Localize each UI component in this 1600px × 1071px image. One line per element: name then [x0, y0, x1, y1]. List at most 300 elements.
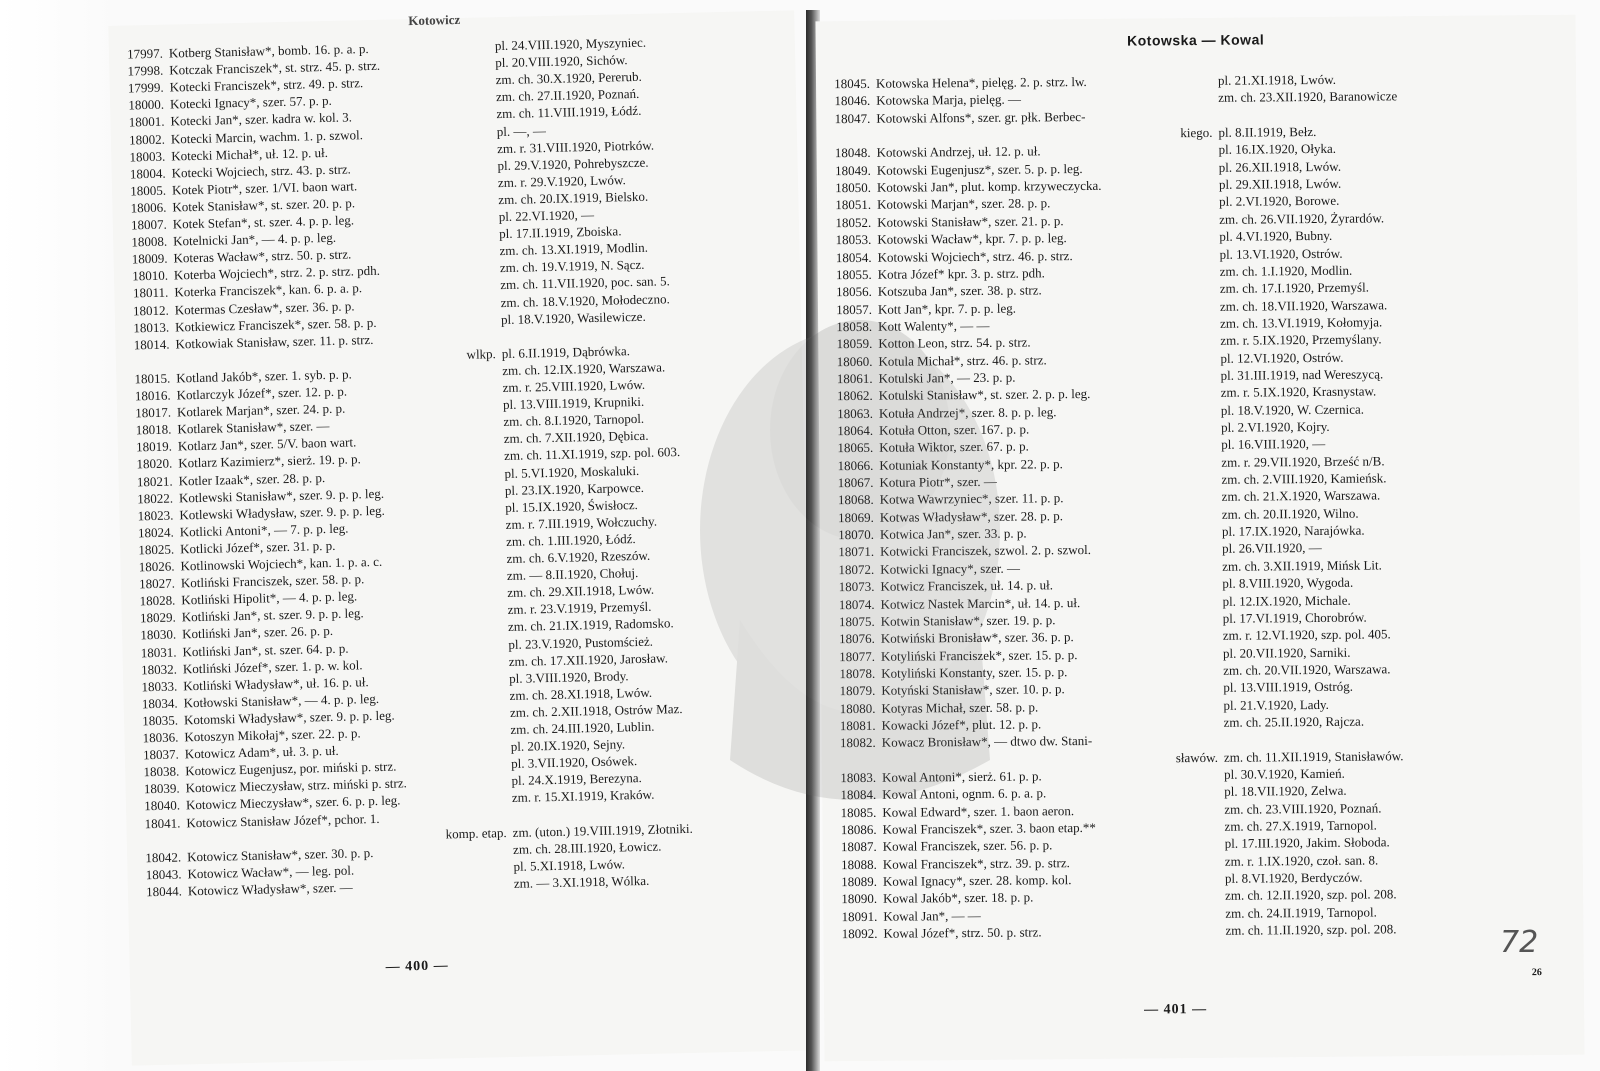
- entry-name: Kotulski Jan*, — 23. p. p.: [878, 369, 1016, 386]
- entry-number: 18092.: [841, 925, 878, 942]
- entry-name: Kotlicki Józef*, szer. 31. p. p.: [180, 537, 336, 557]
- entry-number: 18022.: [137, 490, 174, 506]
- entry-name: Kotek Stanisław*, st. szer. 20. p. p.: [172, 195, 356, 215]
- entry-event: pl. 18.V.1920, W. Czernica.: [1220, 401, 1365, 418]
- entry-event: zm. ch. 17.XII.1920, Jarosław.: [508, 649, 669, 669]
- entry-name: Kotwa Wawrzyniec*, szer. 11. p. p.: [879, 490, 1064, 508]
- entry-name: Kotowicz Stanisław*, szer. 30. p. p.: [186, 844, 374, 865]
- entry-number: 18011.: [132, 285, 169, 301]
- entry-name: Kotberg Stanisław*, bomb. 16. p. a. p.: [168, 41, 369, 61]
- entry-event: pl. 20.IX.1920, Sejny.: [510, 736, 626, 755]
- entry-event: zm. ch. 13.XI.1919, Modlin.: [499, 239, 649, 259]
- entry-number: 18090.: [841, 891, 878, 907]
- entry-event: zm. ch. 24.II.1919, Tarnopol.: [1225, 904, 1377, 921]
- entry-event: pl. 17.VI.1919, Chorobrów.: [1222, 609, 1367, 626]
- entry-number: 18054.: [835, 249, 872, 265]
- entry-event: pl. 3.VII.1920, Osówek.: [510, 753, 638, 772]
- right-page-header: Kotowska — Kowal: [1127, 31, 1265, 49]
- left-page-header: Kotowicz: [408, 11, 461, 29]
- entry-name: Kowacki Józef*, plut. 12. p. p.: [881, 716, 1042, 733]
- entry-number: 18031.: [140, 644, 177, 660]
- entry-event: zm. — 8.II.1920, Chołuj.: [506, 565, 639, 584]
- entry-event: pl. 17.II.1919, Zboiska.: [498, 223, 622, 242]
- entry-number: 18075.: [838, 613, 875, 629]
- entry-event: zm. ch. 13.VI.1919, Kołomyja.: [1220, 314, 1383, 331]
- entry-name: Kotlarczyk Józef*, szer. 12. p. p.: [176, 383, 348, 403]
- entry-event: pl. 26.XII.1918, Lwów.: [1218, 158, 1342, 175]
- entry-number: 18032.: [140, 661, 178, 677]
- entry-name: Kotuła Andrzej*, szer. 8. p. p. leg.: [878, 403, 1057, 421]
- entry-event: pl. 23.IX.1920, Karpowce.: [504, 479, 645, 498]
- entry-name: Kotecki Jan*, szer. kadra w. kol. 3.: [170, 109, 353, 129]
- entry-number: 18071.: [838, 544, 875, 560]
- entry-name: Kotliński Józef*, szer. 1. p. w. kol.: [182, 656, 363, 676]
- entry-number: 18051.: [835, 197, 872, 213]
- entry-event: zm. ch. 12.IX.1920, Warszawa.: [502, 359, 666, 378]
- entry-event: pl. 2.VI.1920, Borowe.: [1219, 193, 1340, 210]
- entry-event: pl. 26.VII.1920, —: [1222, 540, 1322, 557]
- entry-event: zm. ch. 21.IX.1919, Radomsko.: [507, 615, 674, 635]
- entry-name: Kotulski Stanisław*, st. szer. 2. p. p. leg.: [878, 386, 1091, 404]
- entry-event: zm. ch. 26.VII.1920, Żyrardów.: [1219, 210, 1385, 227]
- entry-number: 18082.: [839, 735, 876, 751]
- entry-event: zm. ch. 27.X.1919, Tarnopol.: [1224, 817, 1377, 834]
- entry-number: 18062.: [836, 388, 873, 404]
- entry-number: 18073.: [838, 578, 875, 595]
- entry-name: Kotecki Franciszek*, strz. 49. p. strz.: [169, 75, 364, 95]
- entry-name: Kotoszyn Mikołaj*, szer. 22. p. p.: [184, 725, 361, 745]
- entry-name: Kott Jan*, kpr. 7. p. p. leg.: [877, 300, 1016, 317]
- entry-event: pl. 12.IX.1920, Michale.: [1222, 592, 1351, 609]
- entry-name: Kotecki Wojciech, strz. 43. p. strz.: [171, 161, 351, 181]
- entry-name: Kotszuba Jan*, szer. 38. p. strz.: [877, 282, 1042, 299]
- entry-event: zm. ch. 28.XI.1918, Lwów.: [509, 684, 653, 703]
- entry-name: Kotland Jakób*, szer. 1. syb. p. p.: [176, 366, 352, 386]
- entry-name: Kott Walenty*, — —: [878, 317, 990, 334]
- entry-event: pl. 5.VI.1920, Moskaluki.: [504, 462, 640, 481]
- entry-number: 18036.: [142, 729, 179, 746]
- entry-name: Kotwiński Bronisław*, szer. 36. p. p.: [880, 629, 1074, 646]
- entry-event: zm. ch. 3.XII.1919, Mińsk Lit.: [1222, 557, 1382, 574]
- entry-event: zm. ch. 17.I.1920, Przemyśl.: [1219, 279, 1370, 297]
- entry-event: zm. r. 29.VII.1920, Brześć n/B.: [1221, 453, 1385, 470]
- entry-number: 18007.: [130, 216, 167, 233]
- entry-event: pl. —, —: [496, 122, 547, 139]
- entry-name: Kotliński Jan*, st. szer. 9. p. p. leg.: [181, 605, 364, 625]
- entry-event: pl. 24.VIII.1920, Myszyniec.: [494, 34, 647, 54]
- entry-event: pl. 4.VI.1920, Bubny.: [1219, 227, 1333, 244]
- entry-number: 18024.: [137, 524, 174, 541]
- entry-name-continuation: komp. etap.: [445, 824, 507, 842]
- entry-name: Kowal Ignacy*, szer. 28. komp. kol.: [882, 872, 1072, 889]
- entry-number: 18026.: [138, 558, 175, 575]
- entry-event: zm. r. 31.VIII.1920, Piotrków.: [496, 137, 655, 156]
- entry-event: pl. 20.VII.1920, Sarniki.: [1222, 644, 1351, 661]
- entry-number: 18050.: [835, 179, 871, 196]
- right-page-number: — 401 —: [1144, 1001, 1208, 1018]
- entry-name: Kowal Antoni*, sierż. 61. p. p.: [882, 768, 1042, 785]
- entry-event: zm. ch. 11.II.1920, szp. pol. 208.: [1225, 921, 1397, 938]
- entry-event: zm. ch. 7.XII.1920, Dębica.: [503, 428, 649, 447]
- entry-number: 18079.: [839, 683, 876, 699]
- entry-name: Kotowicz Mieczysław, strz. miński p. strz.: [185, 775, 407, 796]
- entry-event: pl. 13.VIII.1919, Ostróg.: [1223, 678, 1354, 696]
- entry-name: Kotuła Otton, szer. 167. p. p.: [878, 421, 1030, 438]
- entry-number: 18063.: [837, 405, 873, 421]
- entry-number: 18048.: [834, 145, 871, 161]
- entry-number: 18080.: [839, 700, 876, 716]
- entry-event: zm. ch. 27.II.1920, Poznań.: [495, 86, 640, 105]
- entry-event: zm. (uton.) 19.VIII.1919, Złotniki.: [512, 820, 693, 840]
- entry-event: pl. 29.XII.1918, Lwów.: [1218, 175, 1342, 192]
- entry-name: Kotlarek Marjan*, szer. 24. p. p.: [176, 400, 346, 420]
- entry-number: 18068.: [837, 492, 874, 508]
- entry-event: pl. 20.VIII.1920, Sichów.: [495, 52, 628, 71]
- entry-number: 18037.: [142, 746, 179, 763]
- entry-number: 18088.: [841, 856, 877, 872]
- entry-name: Kotliński Franciszek, szer. 58. p. p.: [180, 571, 365, 591]
- entry-name: Kotczak Franciszek*, st. strz. 45. p. strz.: [169, 57, 381, 78]
- entry-number: 18052.: [835, 214, 872, 230]
- entry-number: 18055.: [835, 266, 872, 283]
- entry-event: zm. ch. 12.II.1920, szp. pol. 208.: [1225, 886, 1397, 904]
- entry-number: 18010.: [132, 267, 169, 284]
- entry-name: Kotkowiak Stanisław, szer. 11. p. strz.: [175, 331, 374, 352]
- entry-number: 18077.: [839, 648, 876, 664]
- entry-number: 18009.: [131, 250, 168, 267]
- entry-event: zm. ch. 11.VIII.1919, Łódź.: [496, 103, 642, 122]
- entry-name: Kotwicki Ignacy*, szer. —: [880, 560, 1021, 577]
- entry-number: 18087.: [840, 839, 877, 855]
- entry-name-continuation: wlkp.: [466, 346, 496, 362]
- entry-name: Kotyński Stanisław*, szer. 10. p. p.: [881, 681, 1065, 699]
- entry-event: zm. r. 5.IX.1920, Krasnystaw.: [1220, 383, 1377, 401]
- entry-event: zm. ch. 25.II.1920, Rajcza.: [1223, 713, 1365, 730]
- entry-number: 18056.: [836, 284, 872, 300]
- entry-number: 18030.: [140, 626, 177, 643]
- entry-event: pl. 21.XI.1918, Lwów.: [1217, 71, 1337, 88]
- entry-name: Kotyliński Konstanty, szer. 15. p. p.: [881, 664, 1068, 681]
- entry-number: 18065.: [837, 440, 874, 456]
- entry-event: zm. ch. 8.I.1920, Tarnopol.: [503, 411, 645, 430]
- entry-number: 18017.: [135, 404, 172, 421]
- entry-event: zm. ch. 24.III.1920, Lublin.: [510, 718, 655, 737]
- entry-name: Kotwicz Franciszek, uł. 14. p. uł.: [880, 577, 1054, 594]
- entry-name: Kotuniak Konstanty*, kpr. 22. p. p.: [879, 455, 1063, 473]
- entry-number: 18060.: [836, 353, 873, 369]
- entry-name-continuation: kiego.: [1180, 124, 1213, 141]
- entry-number: 18013.: [133, 319, 170, 336]
- entry-number: 18067.: [837, 474, 874, 491]
- entry-event: pl. 8.VI.1920, Berdyczów.: [1224, 869, 1363, 886]
- entry-name: Kotowicz Stanisław Józef*, pchor. 1.: [186, 810, 380, 830]
- entry-event: pl. 2.VI.1920, Kojry.: [1220, 418, 1330, 435]
- entry-event: pl. 21.V.1920, Lady.: [1223, 696, 1329, 713]
- entry-number: 18044.: [146, 883, 183, 900]
- entry-event: zm. r. 15.XI.1919, Kraków.: [511, 787, 655, 806]
- entry-name: Kowal Jakób*, szer. 18. p. p.: [883, 889, 1034, 907]
- entry-name: Kotowski Eugenjusz*, szer. 5. p. p. leg.: [876, 160, 1083, 178]
- entry-name: Kotliński Jan*, szer. 26. p. p.: [181, 623, 334, 642]
- entry-event: zm. r. 29.V.1920, Lwów.: [497, 172, 626, 190]
- entry-number: 18001.: [128, 114, 165, 130]
- entry-name: Kotowski Wojciech*, strz. 46. p. strz.: [877, 247, 1073, 265]
- entry-number: 18016.: [134, 387, 171, 404]
- entry-number: 18006.: [130, 199, 167, 216]
- entry-name: Kotowicz Wacław*, — leg. pol.: [187, 862, 355, 882]
- entry-number: 18038.: [143, 763, 180, 780]
- entry-event: pl. 24.X.1919, Berezyna.: [511, 770, 643, 789]
- entry-name: Kotwicki Franciszek, szwol. 2. p. szwol.: [880, 542, 1092, 560]
- entry-name: Kowacz Bronisław*, — dtwo dw. Stani-: [881, 733, 1093, 751]
- entry-number: 18002.: [128, 131, 166, 147]
- entry-name: Kotowski Marjan*, szer. 28. p. p.: [877, 195, 1051, 213]
- handwritten-note: 72: [1500, 925, 1539, 960]
- entry-number: 17997.: [127, 45, 164, 62]
- entry-name: Kotecki Ignacy*, szer. 57. p. p.: [169, 93, 332, 112]
- entry-name: Kotowska Marja, pielęg. —: [876, 91, 1022, 109]
- entry-name: Koteras Wacław*, strz. 50. p. strz.: [173, 246, 352, 266]
- entry-event: zm. ch. 11.VII.1920, poc. san. 5.: [500, 273, 670, 293]
- entry-number: 18025.: [138, 541, 175, 558]
- entry-number: 18072.: [838, 561, 875, 577]
- entry-number: 18008.: [131, 233, 168, 250]
- entry-number: 18019.: [135, 438, 173, 455]
- entry-name: Kotowicz Adam*, uł. 3. p. uł.: [184, 742, 339, 762]
- entry-event: pl. 30.V.1920, Kamień.: [1223, 765, 1345, 782]
- entry-number: 18078.: [839, 665, 876, 682]
- entry-event: zm. ch. 23.XII.1920, Baranowicze: [1218, 88, 1398, 106]
- entry-number: 18014.: [133, 336, 170, 353]
- entry-number: 18041.: [144, 814, 181, 831]
- entry-number: 18085.: [840, 804, 877, 820]
- entry-name: Kowal Józef*, strz. 50. p. strz.: [883, 924, 1042, 941]
- entry-event: pl. 13.VI.1920, Ostrów.: [1219, 245, 1343, 262]
- entry-event: zm. ch. 2.VIII.1920, Kamieńsk.: [1221, 470, 1387, 487]
- entry-number: 18000.: [128, 96, 165, 113]
- entry-event: pl. 31.III.1919, nad Wereszycą.: [1220, 366, 1384, 383]
- entry-event: zm. ch. 2.XII.1918, Ostrów Maz.: [509, 700, 683, 720]
- entry-number: 18003.: [129, 148, 166, 165]
- entry-name: Kotwas Władysław*, szer. 28. p. p.: [879, 507, 1064, 525]
- entry-event: zm. ch. 23.VIII.1920, Poznań.: [1224, 800, 1382, 817]
- entry-event: pl. 16.IX.1920, Ołyka.: [1218, 141, 1337, 158]
- entry-event: pl. 18.V.1920, Wasilewicze.: [500, 308, 646, 327]
- entry-number: 18018.: [135, 421, 172, 438]
- entry-name: Kowal Edward*, szer. 1. baon aeron.: [882, 802, 1075, 820]
- entry-name: Kotlarek Stanisław*, szer. —: [177, 418, 330, 437]
- entry-number: 18023.: [137, 507, 174, 524]
- entry-name: Kotek Piotr*, szer. 1/VI. baon wart.: [171, 178, 358, 198]
- entry-number: 18091.: [841, 908, 878, 924]
- entry-name: Kowal Antoni, ognm. 6. p. a. p.: [882, 785, 1047, 803]
- entry-name: Kotowski Wacław*, kpr. 7. p. p. leg.: [877, 230, 1067, 247]
- right-page: [815, 15, 1584, 1062]
- entry-event: zm. ch. 1.I.1920, Modlin.: [1219, 262, 1353, 279]
- entry-name: Kotlewski Stanisław*, szer. 9. p. p. leg.: [178, 485, 385, 506]
- entry-name: Kotuła Wiktor, szer. 67. p. p.: [879, 438, 1029, 456]
- entry-event: zm. ch. 28.III.1920, Łowicz.: [512, 838, 662, 857]
- entry-name: Kotowicz Władysław*, szer. —: [187, 879, 353, 899]
- entry-number: 18064.: [837, 422, 874, 439]
- entry-event: pl. 5.XI.1918, Lwów.: [513, 856, 626, 874]
- entry-name: Kowal Franciszek*, strz. 39. p. strz.: [882, 854, 1070, 872]
- entry-event: pl. 8.VIII.1920, Wygoda.: [1222, 574, 1354, 591]
- entry-name: Kotowski Andrzej, uł. 12. p. uł.: [876, 143, 1041, 161]
- entry-event: zm. r. 23.V.1919, Przemyśl.: [507, 599, 652, 618]
- entry-number: 18047.: [834, 110, 871, 126]
- entry-number: 18083.: [840, 769, 877, 786]
- entry-name: Kowal Franciszek, szer. 56. p. p.: [882, 837, 1053, 855]
- entry-name: Kotyras Michał, szer. 58. p. p.: [881, 699, 1039, 716]
- scan-margin: [0, 0, 120, 1071]
- entry-event: zm. ch. 20.IX.1919, Bielsko.: [498, 188, 649, 208]
- entry-event: pl. 18.VII.1920, Zelwa.: [1224, 783, 1347, 800]
- entry-number: 18020.: [136, 455, 173, 472]
- entry-event: pl. 15.IX.1920, Świsłocz.: [505, 496, 638, 515]
- entry-number: 18029.: [139, 609, 176, 626]
- entry-name: Kotliński Hipolit*, — 4. p. p. leg.: [181, 588, 358, 608]
- entry-name: Kotowski Jan*, plut. komp. krzyweczycka.: [876, 177, 1102, 195]
- entry-name: Kotlarz Jan*, szer. 5/V. baon wart.: [177, 434, 357, 454]
- entry-number: 18076.: [839, 631, 875, 647]
- entry-event: zm. ch. 1.III.1920, Łódź.: [505, 530, 636, 549]
- entry-number: 18028.: [139, 592, 176, 609]
- entry-name: Kotwicz Nastek Marcin*, uł. 14. p. uł.: [880, 594, 1081, 612]
- entry-event: zm. ch. 29.XII.1918, Lwów.: [507, 581, 655, 601]
- entry-name: Kotkiewicz Franciszek*, szer. 58. p. p.: [174, 314, 377, 335]
- entry-name: Kotłowski Stanisław*, — 4. p. p. leg.: [183, 690, 380, 711]
- entry-name: Kotowicz Mieczysław*, szer. 6. p. p. leg.: [185, 792, 401, 813]
- entry-name: Kotyliński Franciszek*, szer. 15. p. p.: [880, 646, 1078, 664]
- entry-name: Koterka Franciszek*, kan. 6. p. a. p.: [174, 280, 363, 300]
- entry-event: pl. 3.VIII.1920, Brody.: [509, 667, 629, 686]
- entry-event: zm. ch. 18.V.1920, Mołodeczno.: [500, 290, 670, 310]
- folio-mark: 26: [1531, 967, 1542, 979]
- entry-name: Kotecki Marcin, wachm. 1. p. szwol.: [170, 126, 364, 147]
- entry-number: 18043.: [145, 866, 182, 883]
- entry-number: 18042.: [145, 849, 182, 865]
- entry-event: pl. 12.VI.1920, Ostrów.: [1220, 349, 1344, 366]
- left-page-number: — 400 —: [385, 958, 449, 975]
- entry-number: 18012.: [132, 302, 169, 318]
- entry-number: 18081.: [839, 717, 876, 734]
- entry-name: Kotlarz Kazimierz*, sierż. 19. p. p.: [178, 451, 362, 471]
- entry-number: 18057.: [836, 301, 873, 317]
- entry-name: Kotowski Alfons*, szer. gr. płk. Berbec-: [876, 108, 1086, 126]
- entry-number: 18069.: [837, 509, 874, 525]
- entry-number: 18070.: [838, 526, 875, 543]
- entry-name: Kotowicz Eugenjusz, por. miński p. strz.: [185, 758, 397, 779]
- entry-event: zm. ch. 20.VII.1920, Warszawa.: [1223, 661, 1391, 678]
- entry-name: Kowal Jan*, — —: [883, 907, 981, 924]
- entry-number: 18045.: [834, 75, 871, 92]
- entry-number: 18035.: [142, 712, 179, 729]
- entry-number: 18034.: [141, 695, 178, 712]
- entry-event: zm. r. 7.III.1919, Wołczuchy.: [505, 513, 658, 532]
- entry-number: 17999.: [127, 79, 164, 96]
- entry-number: 18058.: [836, 318, 873, 335]
- entry-name: Kotler Izaak*, szer. 28. p. p.: [178, 469, 326, 488]
- entry-event: zm. ch. 6.V.1920, Rzeszów.: [506, 547, 651, 567]
- entry-name: Kowal Franciszek*, szer. 3. baon etap.**: [882, 819, 1096, 837]
- entry-number: 18089.: [841, 873, 878, 890]
- entry-name: Kotecki Michał*, uł. 12. p. uł.: [171, 144, 329, 164]
- entry-number: 17998.: [127, 62, 164, 79]
- entry-event: pl. 17.IX.1920, Narajówka.: [1221, 522, 1365, 539]
- entry-event: pl. 16.VIII.1920, —: [1221, 436, 1326, 453]
- entry-number: 18015.: [134, 370, 171, 387]
- entry-event: zm. r. 12.VI.1920, szp. pol. 405.: [1222, 626, 1391, 643]
- entry-number: 18049.: [834, 162, 871, 178]
- entry-name: Kotermas Czesław*, szer. 36. p. p.: [174, 297, 355, 317]
- entry-event: zm. r. 25.VIII.1920, Lwów.: [502, 376, 646, 396]
- entry-name: Kotowska Helena*, pielęg. 2. p. strz. lw.: [875, 73, 1087, 91]
- entry-number: 18004.: [129, 165, 166, 182]
- entry-name: Kotomski Władysław*, szer. 9. p. p. leg.: [183, 707, 395, 728]
- entry-number: 18086.: [840, 821, 877, 838]
- entry-number: 18021.: [136, 473, 173, 489]
- entry-event: zm. ch. 21.X.1920, Warszawa.: [1221, 487, 1381, 505]
- entry-name-continuation: sławów.: [1175, 749, 1218, 765]
- entry-event: zm. ch. 11.XI.1919, szp. pol. 603.: [503, 444, 681, 464]
- entry-number: 18039.: [143, 780, 180, 797]
- entry-name: Kotliński Jan*, st. szer. 64. p. p.: [182, 640, 349, 659]
- entry-number: 18084.: [840, 787, 877, 803]
- entry-event: pl. 22.VI.1920, —: [498, 206, 595, 225]
- entry-name: Kotura Piotr*, szer. —: [879, 473, 997, 490]
- entry-name: Kotlicki Antoni*, — 7. p. p. leg.: [179, 520, 349, 540]
- entry-number: 18027.: [139, 575, 176, 592]
- entry-number: 18046.: [834, 93, 871, 109]
- entry-event: pl. 29.V.1920, Pohrebyszcze.: [497, 154, 649, 173]
- entry-name: Kotek Stefan*, st. szer. 4. p. p. leg.: [172, 212, 355, 232]
- entry-name: Kotwin Stanisław*, szer. 19. p. p.: [880, 612, 1056, 629]
- entry-number: 18059.: [836, 336, 873, 352]
- entry-number: 18005.: [130, 182, 167, 199]
- entry-event: zm. — 3.XI.1918, Wólka.: [513, 872, 650, 891]
- entry-number: 18074.: [838, 596, 875, 612]
- entry-event: zm. r. 5.IX.1920, Przemyślany.: [1220, 331, 1382, 349]
- entry-event: zm. ch. 19.V.1919, N. Sącz.: [499, 257, 645, 276]
- entry-name: Kotton Leon, strz. 54. p. strz.: [878, 334, 1031, 352]
- entry-number: 18040.: [144, 797, 181, 814]
- entry-name: Kotliński Władysław*, uł. 16. p. uł.: [183, 673, 369, 694]
- entry-event: zm. ch. 20.II.1920, Wilno.: [1221, 505, 1359, 522]
- entry-event: pl. 13.VIII.1919, Krupniki.: [502, 393, 645, 413]
- entry-event: zm. ch. 11.XII.1919, Stanisławów.: [1223, 747, 1404, 765]
- entry-name: Kotelnicki Jan*, — 4. p. p. leg.: [173, 229, 337, 249]
- entry-number: 18053.: [835, 231, 872, 248]
- entry-name: Kotlewski Władysław, szer. 9. p. p. leg.: [179, 502, 385, 523]
- entry-number: 18033.: [141, 678, 178, 695]
- entry-event: pl. 8.II.1919, Bełz.: [1218, 124, 1317, 140]
- entry-name: Kotra Józef* kpr. 3. p. strz. pdh.: [877, 265, 1045, 282]
- entry-event: zm. r. 1.IX.1920, czoł. san. 8.: [1224, 852, 1379, 869]
- entry-name: Kotwica Jan*, szer. 33. p. p.: [879, 525, 1027, 542]
- entry-event: pl. 23.V.1920, Pustomścież.: [508, 633, 654, 652]
- entry-event: pl. 6.II.1919, Dąbrówka.: [501, 342, 631, 361]
- entry-event: zm. ch. 30.X.1920, Pererub.: [495, 69, 642, 88]
- entry-name: Kotlinowski Wojciech*, kan. 1. p. a. c.: [180, 553, 383, 574]
- entry-name: Kotula Michał*, strz. 46. p. strz.: [878, 351, 1047, 369]
- entry-name: Kotowski Stanisław*, szer. 21. p. p.: [877, 212, 1064, 230]
- left-page: [108, 10, 817, 1065]
- entry-name: Koterba Wojciech*, strz. 2. p. strz. pdh.: [173, 263, 381, 283]
- entry-event: pl. 17.III.1920, Jakim. Słoboda.: [1224, 834, 1390, 852]
- entry-event: zm. ch. 18.VII.1920, Warszawa.: [1219, 296, 1388, 314]
- entry-number: 18066.: [837, 457, 874, 473]
